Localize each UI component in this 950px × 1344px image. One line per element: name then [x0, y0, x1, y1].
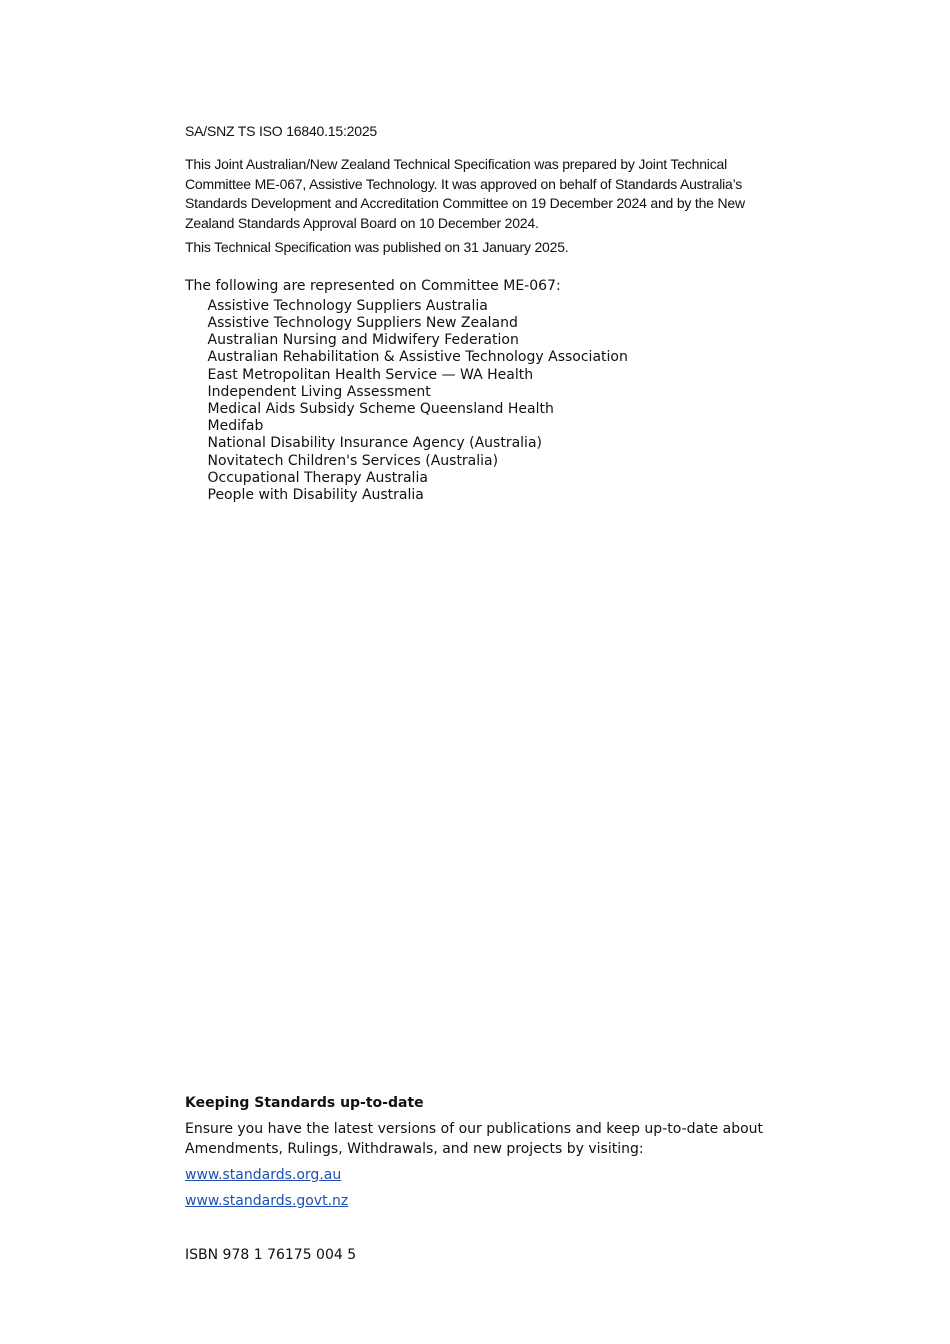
standard-designation: SA/SNZ TS ISO 16840.15:2025 [185, 123, 378, 139]
committee-member: East Metropolitan Health Service — WA Health [207, 366, 534, 383]
committee-member: Independent Living Assessment [207, 383, 431, 400]
approval-text: This Joint Australian/New Zealand Technical Specification was prepared by Joint Technical Committee ME-067, Assistive Technology. It was approved on behalf of Standards Australia’s Standards Development and Accreditation Committee on 19 December 2024 and by the New Zealand Standards Approval Board on 10 December 2024. [185, 156, 745, 231]
committee-member: Assistive Technology Suppliers New Zealand [207, 314, 518, 331]
up-to-date-heading: Keeping Standards up-to-date [185, 1095, 424, 1111]
keeping-standards-up-to-date [185, 1094, 785, 1210]
approval-statement [185, 155, 765, 233]
committee-member: Assistive Technology Suppliers Australia [207, 297, 488, 314]
committee-member-list [185, 298, 628, 504]
committee-member: Medical Aids Subsidy Scheme Queensland Health [207, 400, 554, 417]
committee-member: Novitatech Children's Services (Australia) [207, 452, 499, 469]
standards-new-zealand-link[interactable]: www.standards.govt.nz [185, 1193, 349, 1209]
committee-member: Australian Nursing and Midwifery Federation [207, 332, 519, 349]
standards-australia-link[interactable]: www.standards.org.au [185, 1167, 342, 1183]
committee-section [185, 278, 628, 504]
isbn: ISBN 978 1 76175 004 5 [185, 1247, 357, 1263]
committee-member: People with Disability Australia [207, 486, 424, 503]
committee-member: National Disability Insurance Agency (Australia) [207, 435, 542, 452]
committee-member: Occupational Therapy Australia [207, 469, 428, 486]
committee-member: Australian Rehabilitation & Assistive Technology Association [207, 349, 628, 366]
publication-date-statement: This Technical Specification was published on 31 January 2025. [185, 239, 569, 255]
committee-member: Medifab [207, 418, 264, 435]
committee-heading: The following are represented on Committee ME-067: [185, 278, 561, 294]
up-to-date-text: Ensure you have the latest versions of our publications and keep up-to-date about Amendments, Rulings, Withdrawals, and new projects by visiting: [185, 1121, 764, 1157]
